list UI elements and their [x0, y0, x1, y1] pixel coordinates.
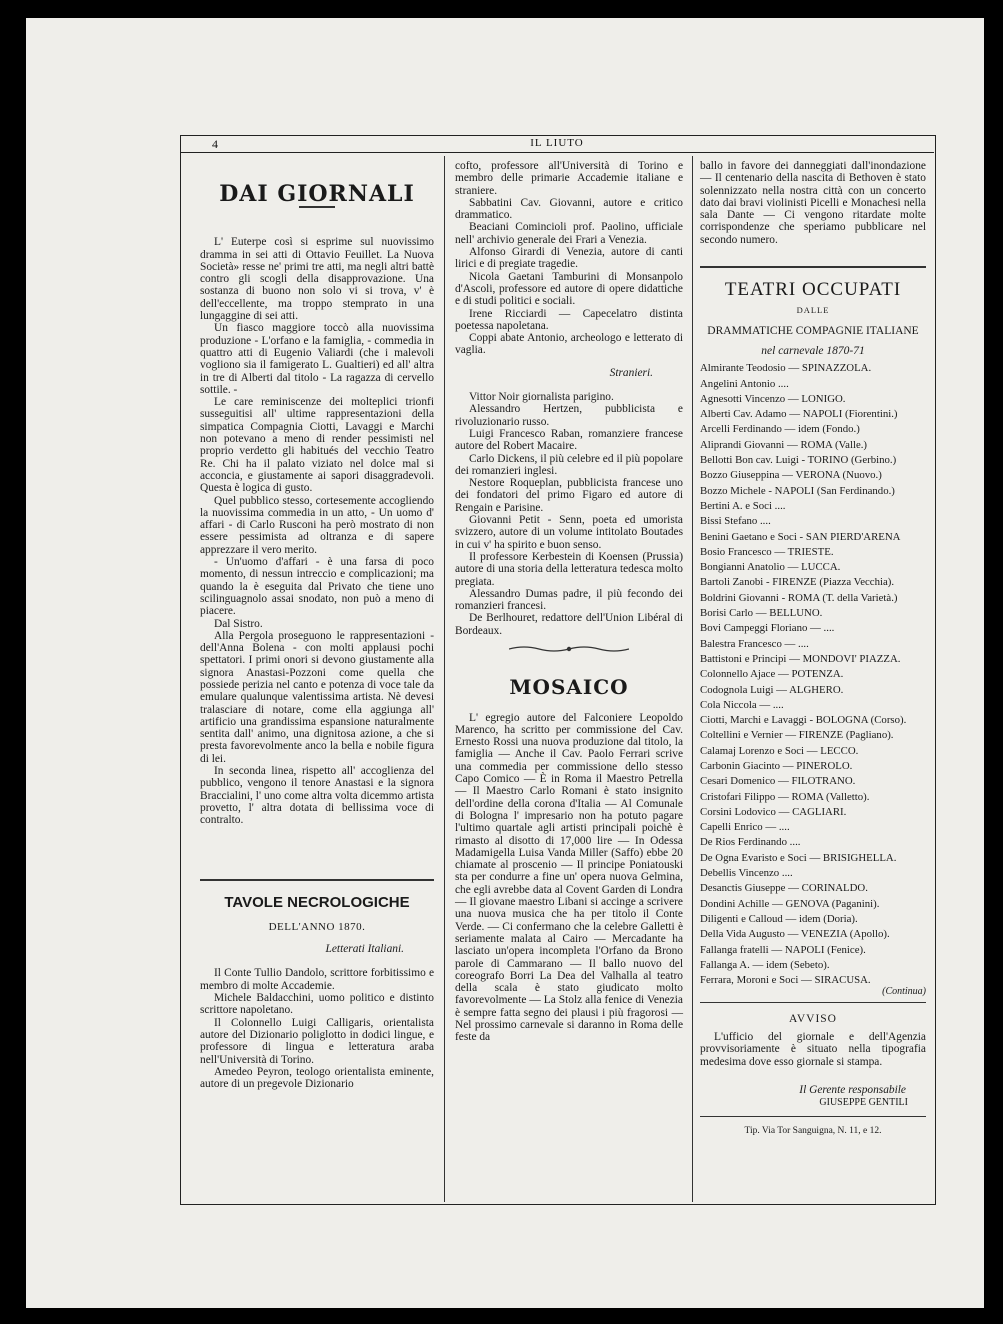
mosaico-text: L' egregio autore del Falconiere Leopoldo Marenco, ha scritto per commissione del Cav. Ernesto Rossi una nuova produzione dal titolo, la famiglia — Anche il Cav. Paolo Ferrari scrive una commedia per commissione dello stesso Capo Comico — È in Roma il Maestro Petrella — Il Maestro Carlo Romani è stato insignito dell'ordine della corona d'Italia — Al Comunale di Bologna l' impresario non ha potuto pagare l'ultimo quartale agli artisti principali poichè è rimasto al disotto di 17,000 lire — In Odessa Madamigella Luisa Vanda Miller (Saffo) ebbe 20 chiamate al proscenio — Il principe Poniatouski sta per condurre a fine un' opera nuova Gelmina, che egli avrebbe data al Covent Garden di Londra — Il giovane maestro Libani si accinge a scrivere una nuova musica che ha per titolo il Conte Verde. — Ci confermano che la celebre Galletti è seriamente malata al Cairo — Mercadante ha lasciato un'opera incompleta l'Orfano da Brono parole di Cammarano — Il ballo nuovo del coreografo Borri La Dea del Valhalla al teatro della scala è stato giudicato molto favorevolmente — La Stolz alla fenice di Venezia è sempre fatta segno dei plausi i più fragorosi — Nel prossimo carnevale si daranno in Roma delle feste da	[455, 711, 683, 1044]
theatre-company-entry: De Rios Ferdinando ....	[700, 836, 801, 849]
obituary-entry: De Berlhouret, redattore dell'Union Libéral di Bordeaux.	[455, 612, 683, 637]
compagnie-subheading: DRAMMATICHE COMPAGNIE ITALIANE	[707, 324, 919, 337]
tavole-necrologiche-heading: TAVOLE NECROLOGICHE	[224, 893, 410, 911]
theatre-company-entry: Cola Niccola — ....	[700, 698, 784, 711]
theatre-company-entry: Aliprandi Giovanni — ROMA (Valle.)	[700, 438, 868, 451]
article-paragraph: L' Euterpe così si esprime sul nuovissimo dramma in sei atti di Ottavio Feuillet. La Nuova Società» resse ne' primi tre atti, ma negli altri battè contro gli scogli della disapprovazione. Una sostanza di buono non solo vi si trova, v' è dell'eccellente, ma troppo stemprato in una lungaggine di sei atti.	[200, 236, 434, 323]
continua-label: (Continua)	[882, 986, 926, 998]
page-number: 4	[212, 137, 218, 151]
column-divider-1	[444, 156, 445, 1202]
theatre-company-entry: Ciotti, Marchi e Lavaggi - BOLOGNA (Corso).	[700, 714, 907, 727]
theatre-company-entry: Bellotti Bon cav. Luigi - TORINO (Gerbino.)	[700, 454, 897, 467]
theatre-company-entry: De Ogna Evaristo e Soci — BRISIGHELLA.	[700, 851, 897, 864]
theatre-company-entry: Colonnello Ajace — POTENZA.	[700, 668, 844, 681]
theatre-company-entry: Bertini A. e Soci ....	[700, 499, 786, 512]
column-2	[455, 160, 683, 1044]
theatre-company-entry: Agnesotti Vincenzo — LONIGO.	[700, 392, 846, 405]
theatre-company-entry: Corsini Lodovico — CAGLIARI.	[700, 805, 847, 818]
obituary-entry: Coppi abate Antonio, archeologo e letterato di vaglia.	[455, 332, 683, 357]
mosaico-continuation: ballo in favore dei danneggiati dall'inondazione — Il centenario della nascita di Bethoven è stato solennizzato nella nostra città con un concerto dato dai bravi violinisti Picelli e Monachesi nella sala Dante — Ci vengono ritardate molte corrispondenze che speriamo pubblicare nel secondo numero.	[700, 160, 926, 246]
letterati-subheading: Letterati Italiani.	[325, 943, 404, 956]
obituary-entry: Vittor Noir giornalista parigino.	[469, 391, 614, 404]
theatre-company-entry: Dondini Achille — GENOVA (Paganini).	[700, 897, 880, 910]
theatre-company-entry: Balestra Francesco — ....	[700, 637, 809, 650]
obituary-entry: Carlo Dickens, il più celebre ed il più popolare dei romanzieri inglesi.	[455, 452, 683, 477]
article-paragraph: - Un'uomo d'affari - è una farsa di poco momento, di nessun intreccio e complicazioni; ma quando la è eseguita dal Privato che tiene uno scilinguagnolo assai snodato, non può a meno di piacere.	[200, 556, 434, 618]
tavole-year: DELL'ANNO 1870.	[268, 920, 366, 933]
theatre-company-entry: Borisi Carlo — BELLUNO.	[700, 607, 823, 620]
article-paragraph: Un fiasco maggiore toccò alla nuovissima produzione - L'orfano e la famiglia, - commedia in quattro atti di Eugenio Valiardi (che i malevoli vogliono sia il famigerato L. Gualtieri) ed all' altra in tre di Alberti dal titolo - La ragazza di cervello sottile. -	[200, 322, 434, 396]
ornament-divider	[455, 645, 683, 657]
theatre-company-entry: Ferrara, Moroni e Soci — SIRACUSA.	[700, 974, 871, 987]
theatre-company-entry: Alberti Cav. Adamo — NAPOLI (Fiorentini.)	[700, 408, 898, 421]
obituary-entry: Il Conte Tullio Dandolo, scrittore forbitissimo e membro di molte Accademie.	[200, 967, 434, 992]
column-divider-2	[692, 156, 693, 1202]
theatre-company-entry: Carbonin Giacinto — PINEROLO.	[700, 759, 853, 772]
obituary-entry: Michele Baldacchini, uomo politico e distinto scrittore napoletano.	[200, 992, 434, 1017]
theatre-company-entry: Desanctis Giuseppe — CORINALDO.	[700, 882, 868, 895]
obituary-entry: Alessandro Dumas padre, il più fecondo dei romanzieri francesi.	[455, 587, 683, 613]
obituary-entry: Sabbatini Cav. Giovanni, autore e critico drammatico.	[455, 196, 683, 222]
section-rule	[700, 266, 926, 268]
mosaico-heading: MOSAICO	[509, 675, 629, 700]
avviso-text: L'ufficio del giornale e dell'Agenzia provvisoriamente è situato nella tipografia medesima dove esso giornale si stampa.	[700, 1031, 926, 1068]
obituary-entry: Alessandro Hertzen, pubblicista e rivoluzionario russo.	[455, 403, 683, 428]
article-paragraph: In seconda linea, rispetto all' accoglienza del pubblico, vengono il tenore Anastasi e la signora Braccialini, l' uno come altra volta dicemmo artista provetto, l' altra dotata di bellissima voce di contralto.	[200, 765, 434, 827]
theatre-company-entry: Arcelli Ferdinando — idem (Fondo.)	[700, 423, 860, 436]
theatre-company-entry: Codognola Luigi — ALGHERO.	[700, 683, 844, 696]
theatre-company-entry: Capelli Enrico — ....	[700, 821, 790, 834]
stranieri-subheading: Stranieri.	[609, 366, 653, 379]
obituary-entry: Irene Ricciardi — Capecelatro distinta poetessa napoletana.	[455, 307, 683, 332]
article-paragraph: Le care reminiscenze dei molteplici trionfi susseguitisi all' ultime rappresentazioni della simpatica Compagnia Ciotti, Lavaggi e Marchi non potevano a meno di render pessimisti nel proprio verdetto gli habitués del vecchio Teatro Re. Chi ha il palato viziato nel dolce mal si acconcia, e giustamente ai sapori disaggradevoli. Questa è logica di gusto.	[200, 396, 434, 495]
theatre-company-entry: Della Vida Augusto — VENEZIA (Apollo).	[700, 928, 890, 941]
newspaper-title: IL LIUTO	[530, 137, 584, 149]
theatre-company-entry: Debellis Vincenzo ....	[700, 867, 793, 880]
obituary-entry: Giovanni Petit - Senn, poeta ed umorista svizzero, autore di un volume intitolato Boutades in cui v' ha spirito e buon senso.	[455, 514, 683, 551]
dalle-label: DALLE	[796, 305, 830, 316]
theatre-company-entry: Calamaj Lorenzo e Soci — LECCO.	[700, 744, 859, 757]
gerente-label: Il Gerente responsabile	[799, 1083, 906, 1096]
obituary-entry: Nicola Gaetani Tamburini di Monsanpolo d'Ascoli, professore ed autore di opere didattiche e di studi politici e sociali.	[455, 270, 683, 308]
theatre-company-list	[700, 361, 926, 988]
column-1	[200, 160, 434, 1090]
theatre-company-entry: Angelini Antonio ....	[700, 377, 789, 390]
article-paragraph: Alla Pergola proseguono le rappresentazioni - dell'Anna Bolena - con molti applausi pochi spettatori. I primi onori si devono giustamente alla signora Anastasi-Pozzoni come quella che possiede perizia nel canto e potenza di voce tale da emulare qualunque valentissima artista. Nè devesi tralasciare di notare, come ella aggiunga all' artificio una grandissima espansione naturalmente sentita dall' animo, una dignitosa azione, a che si presta favorevolmente anco la bella e nobile figura di lei.	[200, 629, 434, 765]
article-paragraph: Quel pubblico stesso, cortesemente accogliendo la nuovissima commedia in un atto, - Un uomo d' affari - di Carlo Rusconi ha però mostrato di non essere pessimista ad oltranza e di sapere apprezzare il vero merito.	[200, 494, 434, 556]
obituary-entry: Amedeo Peyron, teologo orientalista eminente, autore di un pregevole Dizionario	[200, 1065, 434, 1091]
section-rule	[700, 1116, 926, 1117]
tipografia-imprint: Tip. Via Tor Sanguigna, N. 11, e 12.	[744, 1125, 882, 1136]
theatre-company-entry: Benini Gaetano e Soci - SAN PIERD'ARENA	[700, 530, 901, 543]
gerente-name: GIUSEPPE GENTILI	[819, 1097, 908, 1109]
ornament-flourish-icon	[509, 645, 629, 653]
theatre-company-entry: Cristofari Filippo — ROMA (Valletto).	[700, 790, 870, 803]
theatre-company-entry: Bovi Campeggi Floriano — ....	[700, 622, 835, 635]
obituary-entry: Il Colonnello Luigi Calligaris, orientalista autore del Dizionario poliglotto in dodici lingue, e professore di lingua e letteratura araba nell'Università di Torino.	[200, 1016, 434, 1066]
section-rule	[700, 1002, 926, 1003]
obituary-entry: Beaciani Comincioli prof. Paolino, ufficiale nell' archivio generale dei Frari a Venezia.	[455, 221, 683, 246]
theatre-company-entry: Bissi Stefano ....	[700, 515, 771, 528]
column-3	[700, 160, 926, 1137]
theatre-company-entry: Diligenti e Calloud — idem (Doria).	[700, 912, 858, 925]
theatre-company-entry: Almirante Teodosio — SPINAZZOLA.	[700, 362, 872, 375]
theatre-company-entry: Bosio Francesco — TRIESTE.	[700, 545, 834, 558]
theatre-company-entry: Battistoni e Principi — MONDOVI' PIAZZA.	[700, 652, 901, 665]
theatre-company-entry: Bozzo Giuseppina — VERONA (Nuovo.)	[700, 469, 882, 482]
header-rule	[180, 152, 934, 153]
theatre-company-entry: Fallanga A. — idem (Sebeto).	[700, 958, 830, 971]
obituary-entry: cofto, professore all'Università di Torino e membro delle primarie Accademie italiane e straniere.	[455, 160, 683, 197]
carnevale-subheading: nel carnevale 1870-71	[761, 344, 865, 357]
theatre-company-entry: Bozzo Michele - NAPOLI (San Ferdinando.)	[700, 484, 895, 497]
theatre-company-entry: Boldrini Giovanni - ROMA (T. della Varietà.)	[700, 591, 898, 604]
theatre-company-entry: Bongianni Anatolio — LUCCA.	[700, 561, 841, 574]
avviso-heading: AVVISO	[789, 1012, 837, 1025]
obituary-entry: Alfonso Girardi di Venezia, autore di canti lirici e di pregiate tragedie.	[455, 246, 683, 271]
theatre-company-entry: Coltellini e Vernier — FIRENZE (Pagliano).	[700, 729, 894, 742]
section-rule	[200, 879, 434, 881]
theatre-company-entry: Fallanga fratelli — NAPOLI (Fenice).	[700, 943, 866, 956]
dai-giornali-heading: DAI GIORNALI	[219, 181, 415, 207]
obituary-entry: Nestore Roqueplan, pubblicista francese uno dei fondatori del primo Figaro ed autore di Rengain e Parisine.	[455, 477, 683, 514]
article-source: Dal Sistro.	[214, 617, 263, 630]
teatri-occupati-heading: TEATRI OCCUPATI	[724, 279, 902, 301]
obituary-entry: Luigi Francesco Raban, romanziere francese autore del Robert Macaire.	[455, 427, 683, 453]
obituary-entry: Il professore Kerbestein di Koensen (Prussia) autore di una storia della letteratura tedesca molto pregiata.	[455, 550, 683, 588]
theatre-company-entry: Cesari Domenico — FILOTRANO.	[700, 775, 856, 788]
theatre-company-entry: Bartoli Zanobi - FIRENZE (Piazza Vecchia).	[700, 576, 895, 589]
